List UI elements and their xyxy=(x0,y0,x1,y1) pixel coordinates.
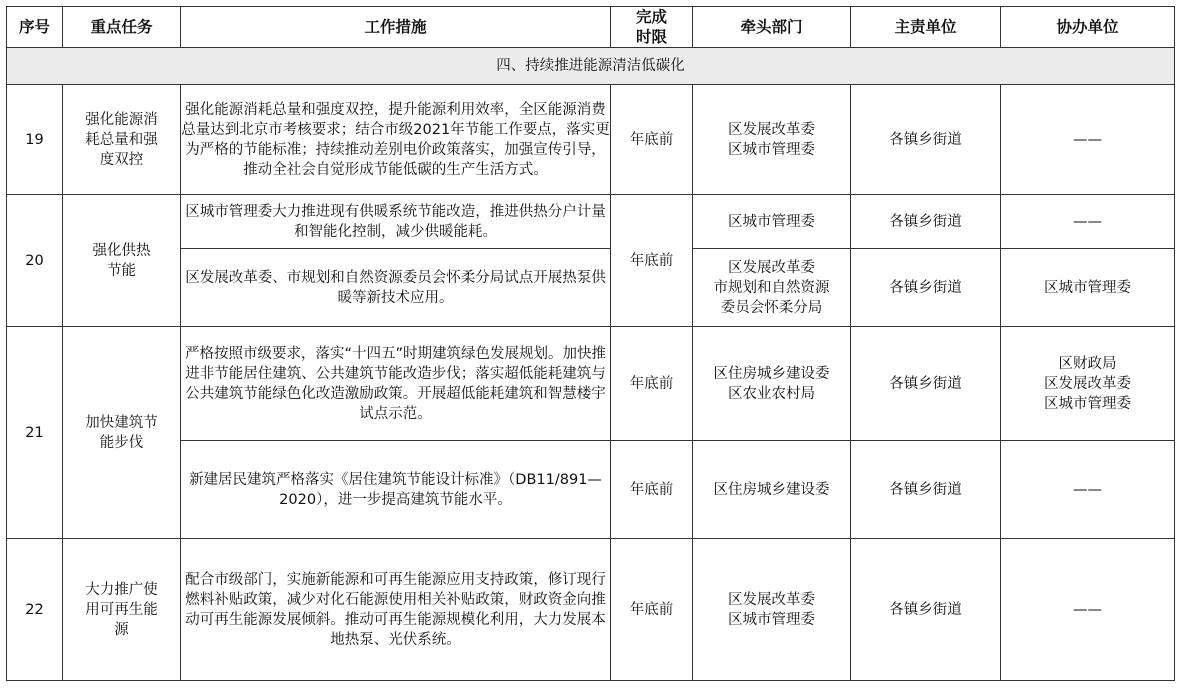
table-row xyxy=(7,441,1175,539)
header-assist-unit: 协办单位 xyxy=(1001,7,1175,48)
row-lead-dept: 区发展改革委 区城市管理委 xyxy=(693,85,851,195)
row-measure: 新建居民建筑严格落实《居住建筑节能设计标准》（DB11/891—2020），进一步提高建筑节能水平。 xyxy=(181,441,611,539)
row-task: 大力推广使 用可再生能 源 xyxy=(63,539,181,681)
row-assist-unit: —— xyxy=(1001,539,1175,681)
row-task: 强化能源消 耗总量和强 度双控 xyxy=(63,85,181,195)
table-row xyxy=(7,249,1175,327)
row-lead-dept: 区住房城乡建设委 区农业农村局 xyxy=(693,327,851,441)
header-row xyxy=(7,7,1175,48)
row-seq: 19 xyxy=(7,85,63,195)
table-row xyxy=(7,195,1175,249)
table-row xyxy=(7,539,1175,681)
row-lead-dept: 区城市管理委 xyxy=(693,195,851,249)
row-main-unit: 各镇乡街道 xyxy=(851,85,1001,195)
row-lead-dept: 区住房城乡建设委 xyxy=(693,441,851,539)
row-lead-dept: 区发展改革委 市规划和自然资源 委员会怀柔分局 xyxy=(693,249,851,327)
row-seq: 22 xyxy=(7,539,63,681)
row-main-unit: 各镇乡街道 xyxy=(851,441,1001,539)
row-deadline: 年底前 xyxy=(611,85,693,195)
header-lead-dept: 牵头部门 xyxy=(693,7,851,48)
section-row xyxy=(7,48,1175,85)
work-task-table xyxy=(6,6,1175,681)
header-task: 重点任务 xyxy=(63,7,181,48)
row-deadline: 年底前 xyxy=(611,327,693,441)
row-main-unit: 各镇乡街道 xyxy=(851,195,1001,249)
row-assist-unit: —— xyxy=(1001,441,1175,539)
row-deadline: 年底前 xyxy=(611,441,693,539)
row-task: 强化供热 节能 xyxy=(63,195,181,327)
row-seq: 21 xyxy=(7,327,63,539)
table-row xyxy=(7,85,1175,195)
row-deadline: 年底前 xyxy=(611,195,693,327)
row-assist-unit: —— xyxy=(1001,195,1175,249)
row-assist-unit: —— xyxy=(1001,85,1175,195)
row-measure: 区发展改革委、市规划和自然资源委员会怀柔分局试点开展热泵供暖等新技术应用。 xyxy=(181,249,611,327)
row-seq: 20 xyxy=(7,195,63,327)
row-assist-unit: 区城市管理委 xyxy=(1001,249,1175,327)
row-measure: 区城市管理委大力推进现有供暖系统节能改造，推进供热分户计量和智能化控制，减少供暖能耗。 xyxy=(181,195,611,249)
header-measures: 工作措施 xyxy=(181,7,611,48)
header-seq: 序号 xyxy=(7,7,63,48)
row-task: 加快建筑节 能步伐 xyxy=(63,327,181,539)
row-main-unit: 各镇乡街道 xyxy=(851,249,1001,327)
row-main-unit: 各镇乡街道 xyxy=(851,539,1001,681)
row-measure: 严格按照市级要求，落实“十四五”时期建筑绿色发展规划。加快推进非节能居住建筑、公共建筑节能改造步伐；落实超低能耗建筑与公共建筑节能绿色化改造激励政策。开展超低能耗建筑和智慧楼宇试点示范。 xyxy=(181,327,611,441)
row-assist-unit: 区财政局 区发展改革委 区城市管理委 xyxy=(1001,327,1175,441)
row-measure: 配合市级部门，实施新能源和可再生能源应用支持政策，修订现行燃料补贴政策，减少对化石能源使用相关补贴政策，财政资金向推动可再生能源发展倾斜。推动可再生能源规模化利用，大力发展本地热泵、光伏系统。 xyxy=(181,539,611,681)
header-main-unit: 主责单位 xyxy=(851,7,1001,48)
row-lead-dept: 区发展改革委 区城市管理委 xyxy=(693,539,851,681)
row-main-unit: 各镇乡街道 xyxy=(851,327,1001,441)
row-deadline: 年底前 xyxy=(611,539,693,681)
header-deadline: 完成 时限 xyxy=(611,7,693,48)
table-row xyxy=(7,327,1175,441)
section-title: 四、持续推进能源清洁低碳化 xyxy=(7,48,1175,85)
row-measure: 强化能源消耗总量和强度双控，提升能源利用效率，全区能源消费总量达到北京市考核要求；结合市级2021年节能工作要点，落实更为严格的节能标准；持续推动差别电价政策落实，加强宣传引导，推动全社会自觉形成节能低碳的生产生活方式。 xyxy=(181,85,611,195)
